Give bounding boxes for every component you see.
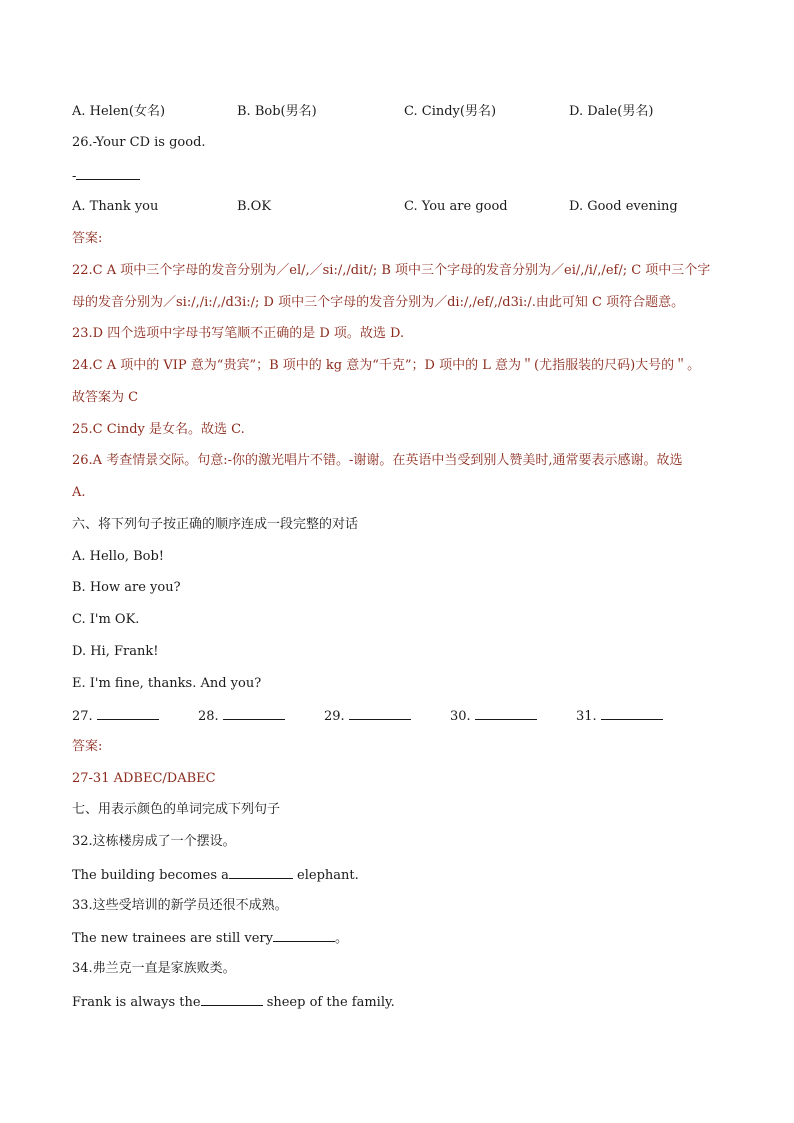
dialogue-sentence-e: E. I'm fine, thanks. And you? — [72, 676, 262, 691]
q26-reply-prefix: - — [72, 169, 77, 184]
answer-22-line1: 22.C A 项中三个字母的发音分别为／el/,／si:/,/dit/; B 项中三个字母的发音分别为／ei/,/i/,/ef/; C 项中三个字 — [72, 263, 711, 278]
q26-option-b: B.OK — [237, 199, 272, 214]
q26-answer-blank[interactable] — [76, 167, 140, 180]
blank-30-label: 30. — [450, 709, 471, 724]
q33-before: The new trainees are still very — [72, 931, 273, 946]
q34-chinese: 34.弗兰克一直是家族败类。 — [72, 961, 236, 976]
q34-before: Frank is always the — [72, 995, 201, 1010]
answer-23: 23.D 四个选项中字母书写笔顺不正确的是 D 项。故选 D. — [72, 326, 405, 341]
section7-title: 七、用表示颜色的单词完成下列句子 — [72, 802, 281, 817]
q26-stem: 26.-Your CD is good. — [72, 135, 206, 150]
q26-option-d: D. Good evening — [569, 199, 678, 214]
q26-reply — [72, 167, 732, 185]
blank-28-label: 28. — [198, 709, 219, 724]
dialogue-sentence-b: B. How are you? — [72, 580, 181, 595]
q25-option-a: A. Helen(女名) — [72, 104, 166, 119]
q34-english — [72, 993, 732, 1011]
dialogue-sentence-c: C. I'm OK. — [72, 612, 140, 627]
answer-27-31: 27-31 ADBEC/DABEC — [72, 771, 216, 786]
blank-28-line[interactable] — [223, 707, 285, 720]
blank-31-line[interactable] — [601, 707, 663, 720]
blank-31-label: 31. — [576, 709, 597, 724]
blank-31 — [576, 707, 663, 725]
q34-after: sheep of the family. — [262, 995, 395, 1010]
q26-option-a: A. Thank you — [72, 199, 159, 214]
answer-24-line1: 24.C A 项中的 VIP 意为“贵宾”；B 项中的 kg 意为“千克”；D 项中的 L 意为＂(尤指服装的尺码)大号的＂。 — [72, 358, 701, 373]
blank-29-label: 29. — [324, 709, 345, 724]
q25-option-b: B. Bob(男名) — [237, 104, 317, 119]
q33-after: 。 — [335, 931, 349, 946]
q26-option-c: C. You are good — [404, 199, 508, 214]
answers-label: 答案: — [72, 231, 103, 246]
dialogue-sentence-a: A. Hello, Bob! — [72, 549, 165, 564]
answers-label-2: 答案: — [72, 739, 103, 754]
q32-after: elephant. — [292, 868, 359, 883]
blank-27 — [72, 707, 159, 725]
q25-option-d: D. Dale(男名) — [569, 104, 654, 119]
q25-option-c: C. Cindy(男名) — [404, 104, 497, 119]
blank-27-line[interactable] — [97, 707, 159, 720]
q32-english — [72, 866, 732, 884]
q33-english — [72, 929, 732, 947]
answer-24-line2: 故答案为 C — [72, 390, 139, 405]
answer-25: 25.C Cindy 是女名。故选 C. — [72, 422, 245, 437]
q32-before: The building becomes a — [72, 868, 229, 883]
blank-27-label: 27. — [72, 709, 93, 724]
q33-chinese: 33.这些受培训的新学员还很不成熟。 — [72, 898, 288, 913]
q33-answer-blank[interactable] — [273, 929, 335, 942]
section6-title: 六、将下列句子按正确的顺序连成一段完整的对话 — [72, 517, 359, 532]
blank-29 — [324, 707, 411, 725]
blank-29-line[interactable] — [349, 707, 411, 720]
q32-chinese: 32.这栋楼房成了一个摆设。 — [72, 834, 236, 849]
q32-answer-blank[interactable] — [229, 866, 293, 879]
blank-28 — [198, 707, 285, 725]
q34-answer-blank[interactable] — [201, 993, 263, 1006]
answer-26-line2: A. — [72, 485, 86, 500]
answer-22-line2: 母的发音分别为／si:/,/i:/,/d3i:/; D 项中三个字母的发音分别为／di:/,/ef/,/d3i:/.由此可知 C 项符合题意。 — [72, 295, 685, 310]
blank-30-line[interactable] — [475, 707, 537, 720]
dialogue-sentence-d: D. Hi, Frank! — [72, 644, 159, 659]
blank-30 — [450, 707, 537, 725]
answer-26-line1: 26.A 考查情景交际。句意:-你的激光唱片不错。-谢谢。在英语中当受到别人赞美时,通常要表示感谢。故选 — [72, 453, 683, 468]
